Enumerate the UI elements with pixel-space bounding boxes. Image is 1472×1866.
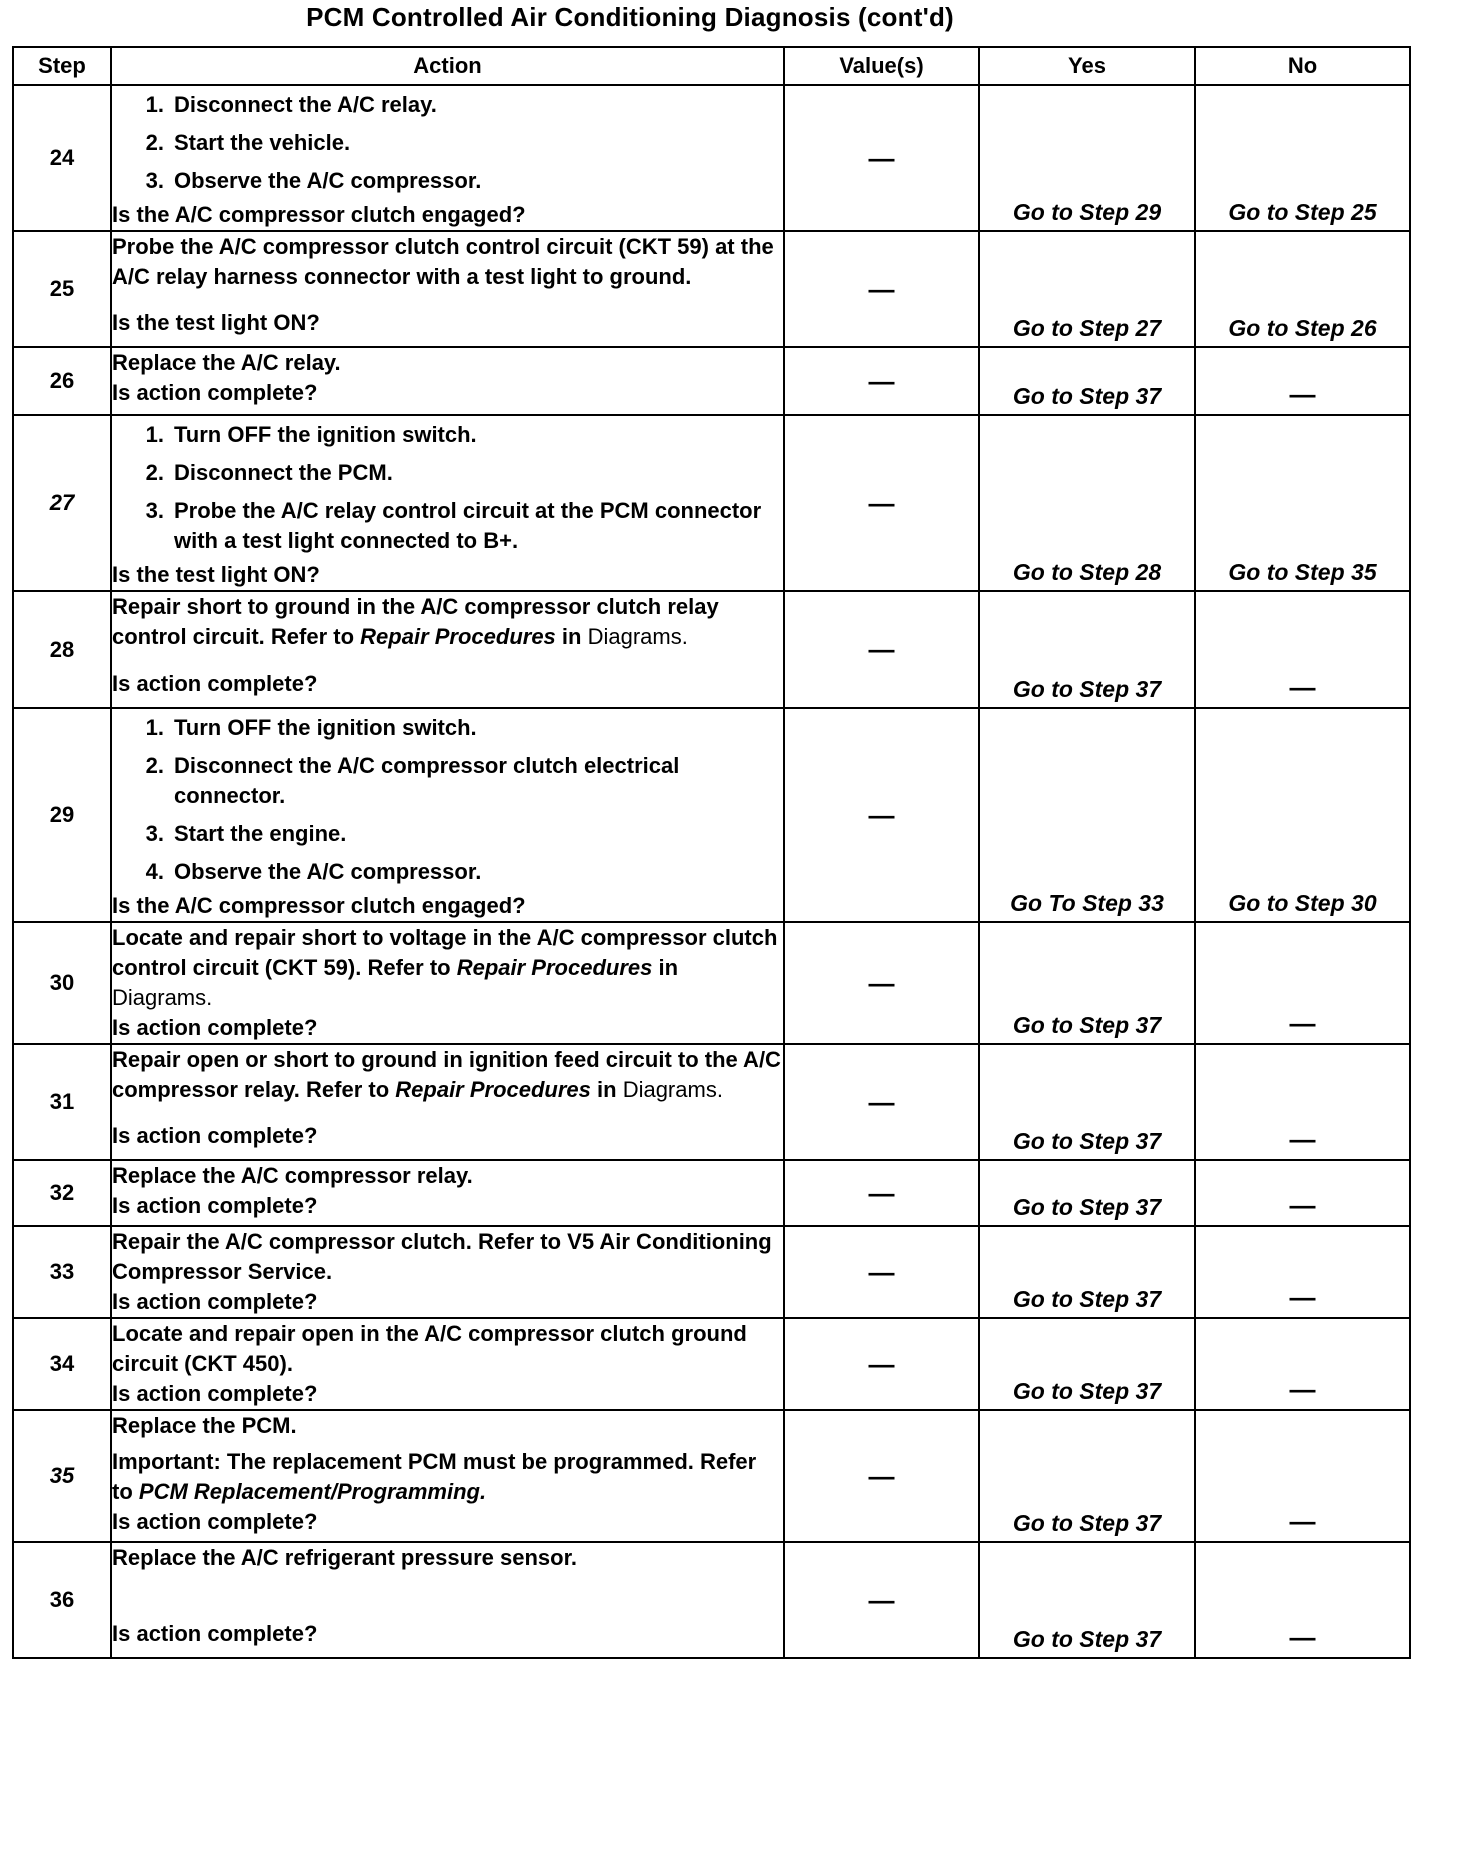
no-cell: —: [1195, 591, 1410, 708]
value-cell: —: [784, 1542, 979, 1658]
action-text: Repair open or short to ground in ignition feed circuit to the A/C compressor relay. Refer to Repair Procedures in Diagrams.: [112, 1047, 781, 1102]
list-item: 1. Disconnect the A/C relay.: [145, 92, 437, 117]
reference-link: Repair Procedures: [395, 1077, 591, 1102]
step-number: 32: [13, 1160, 111, 1226]
action-cell: [111, 1226, 784, 1318]
step-number: 30: [13, 922, 111, 1044]
action-text: Probe the A/C compressor clutch control circuit (CKT 59) at the A/C relay harness connector with a test light to ground.: [112, 234, 774, 289]
no-cell: —: [1195, 1542, 1410, 1658]
question: Is the test light ON?: [112, 562, 320, 587]
action-cell: [111, 347, 784, 415]
table-header-row: [13, 47, 1410, 85]
table-row: [13, 85, 1410, 231]
action-text: Replace the PCM.: [112, 1413, 297, 1438]
reference-link: PCM Replacement/Programming.: [138, 1479, 487, 1504]
question: Is action complete?: [112, 1289, 318, 1314]
action-text: Locate and repair short to voltage in the A/C compressor clutch control circuit (CKT 59). Refer to Repair Procedures in Diagrams.: [112, 925, 778, 1010]
step-number: 28: [13, 591, 111, 708]
value-cell: —: [784, 415, 979, 591]
no-cell: Go to Step 35: [1195, 415, 1410, 591]
value-cell: —: [784, 1044, 979, 1160]
reference-link: Repair Procedures: [456, 955, 653, 980]
action-text: Repair the A/C compressor clutch. Refer to V5 Air Conditioning Compressor Service.: [112, 1229, 772, 1284]
no-cell: Go to Step 30: [1195, 708, 1410, 922]
table-row: [13, 415, 1410, 591]
no-cell: —: [1195, 1318, 1410, 1410]
step-number: 25: [13, 231, 111, 347]
action-cell: [111, 1542, 784, 1658]
reference-link: Repair Procedures: [360, 624, 556, 649]
value-cell: —: [784, 231, 979, 347]
action-cell: [111, 1160, 784, 1226]
table-row: [13, 591, 1410, 708]
action-text: Repair short to ground in the A/C compressor clutch relay control circuit. Refer to Repair Procedures in Diagrams.: [112, 594, 719, 649]
table-row: [13, 708, 1410, 922]
page-title: PCM Controlled Air Conditioning Diagnosis (cont'd): [306, 2, 954, 32]
value-cell: —: [784, 591, 979, 708]
no-cell: —: [1195, 347, 1410, 415]
list-item: 1. Turn OFF the ignition switch.: [145, 715, 477, 740]
action-cell: [111, 708, 784, 922]
important-note: Important: The replacement PCM must be programmed. Refer to PCM Replacement/Programming.: [112, 1449, 757, 1504]
yes-cell: Go to Step 27: [979, 231, 1195, 347]
step-number: 29: [13, 708, 111, 922]
no-cell: —: [1195, 1410, 1410, 1542]
question: Is action complete?: [112, 1621, 318, 1646]
table-row: [13, 922, 1410, 1044]
question: Is the A/C compressor clutch engaged?: [112, 893, 526, 918]
diagnosis-table: [12, 46, 1411, 1659]
action-cell: [111, 922, 784, 1044]
yes-cell: Go to Step 37: [979, 1318, 1195, 1410]
step-number: 24: [13, 85, 111, 231]
list-item: 2. Disconnect the PCM.: [145, 460, 393, 485]
question: Is action complete?: [112, 1015, 318, 1040]
yes-cell: Go to Step 28: [979, 415, 1195, 591]
action-text: Replace the A/C relay.: [112, 350, 341, 375]
action-cell: [111, 1410, 784, 1542]
question: Is action complete?: [112, 671, 318, 696]
header-action: Action: [111, 47, 784, 85]
question: Is the A/C compressor clutch engaged?: [112, 202, 526, 227]
list-item: 3. Observe the A/C compressor.: [145, 168, 482, 193]
no-cell: Go to Step 25: [1195, 85, 1410, 231]
action-text: Replace the A/C refrigerant pressure sensor.: [112, 1545, 578, 1570]
no-cell: —: [1195, 922, 1410, 1044]
no-cell: —: [1195, 1044, 1410, 1160]
action-cell: [111, 231, 784, 347]
question: Is action complete?: [112, 1381, 318, 1406]
step-number: 26: [13, 347, 111, 415]
question: Is action complete?: [112, 380, 318, 405]
list-item: 3. Probe the A/C relay control circuit at the PCM connector with a test light connected to B+.: [145, 498, 762, 553]
table-row: [13, 1542, 1410, 1658]
value-cell: —: [784, 1160, 979, 1226]
header-step: Step: [13, 47, 111, 85]
value-cell: —: [784, 1226, 979, 1318]
value-cell: —: [784, 922, 979, 1044]
step-number: 36: [13, 1542, 111, 1658]
yes-cell: Go to Step 37: [979, 922, 1195, 1044]
step-number: 33: [13, 1226, 111, 1318]
yes-cell: Go to Step 37: [979, 1226, 1195, 1318]
no-cell: —: [1195, 1160, 1410, 1226]
question: Is action complete?: [112, 1193, 318, 1218]
value-cell: —: [784, 85, 979, 231]
table-row: [13, 347, 1410, 415]
action-cell: [111, 85, 784, 231]
yes-cell: Go to Step 37: [979, 1542, 1195, 1658]
table-row: [13, 1044, 1410, 1160]
no-cell: —: [1195, 1226, 1410, 1318]
table-row: [13, 1410, 1410, 1542]
table-row: [13, 1226, 1410, 1318]
list-item: 1. Turn OFF the ignition switch.: [145, 422, 477, 447]
question: Is action complete?: [112, 1509, 318, 1534]
question: Is the test light ON?: [112, 310, 320, 335]
action-cell: [111, 1318, 784, 1410]
list-item: 4. Observe the A/C compressor.: [145, 859, 482, 884]
yes-cell: Go to Step 37: [979, 1410, 1195, 1542]
yes-cell: Go to Step 29: [979, 85, 1195, 231]
value-cell: —: [784, 347, 979, 415]
yes-cell: Go to Step 37: [979, 347, 1195, 415]
header-values: Value(s): [784, 47, 979, 85]
table-row: [13, 1160, 1410, 1226]
list-item: 2. Disconnect the A/C compressor clutch electrical connector.: [145, 753, 680, 808]
step-number: 34: [13, 1318, 111, 1410]
step-number: 31: [13, 1044, 111, 1160]
list-item: 2. Start the vehicle.: [145, 130, 351, 155]
yes-cell: Go To Step 33: [979, 708, 1195, 922]
list-item: 3. Start the engine.: [145, 821, 347, 846]
action-cell: [111, 415, 784, 591]
value-cell: —: [784, 708, 979, 922]
table-row: [13, 231, 1410, 347]
yes-cell: Go to Step 37: [979, 591, 1195, 708]
action-cell: [111, 591, 784, 708]
value-cell: —: [784, 1318, 979, 1410]
question: Is action complete?: [112, 1123, 318, 1148]
yes-cell: Go to Step 37: [979, 1160, 1195, 1226]
yes-cell: Go to Step 37: [979, 1044, 1195, 1160]
table-row: [13, 1318, 1410, 1410]
value-cell: —: [784, 1410, 979, 1542]
header-yes: Yes: [979, 47, 1195, 85]
action-cell: [111, 1044, 784, 1160]
action-text: Locate and repair open in the A/C compressor clutch ground circuit (CKT 450).: [112, 1321, 747, 1376]
header-no: No: [1195, 47, 1410, 85]
step-number: 35: [13, 1410, 111, 1542]
action-text: Replace the A/C compressor relay.: [112, 1163, 473, 1188]
step-number: 27: [13, 415, 111, 591]
no-cell: Go to Step 26: [1195, 231, 1410, 347]
